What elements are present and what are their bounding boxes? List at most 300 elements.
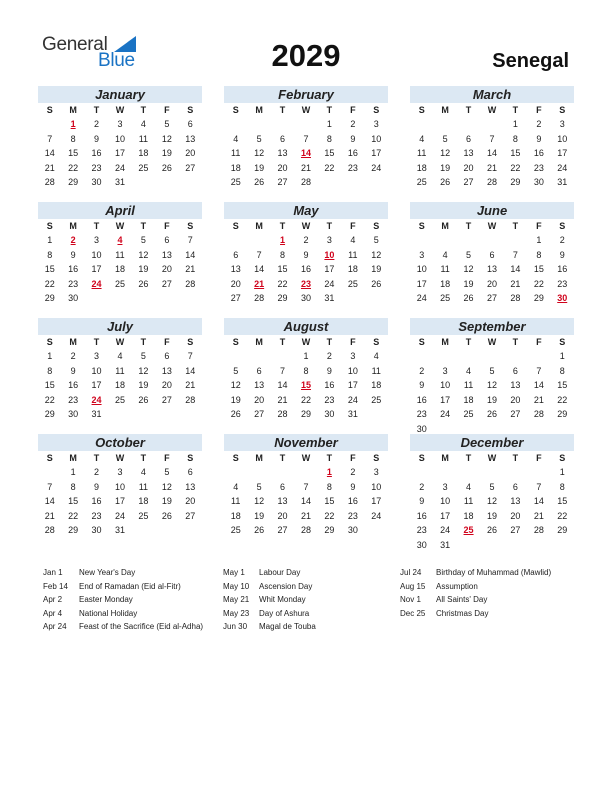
day: 5 xyxy=(256,481,262,492)
day: 20 xyxy=(510,510,521,521)
weekday-label: S xyxy=(187,105,194,115)
day: 6 xyxy=(164,351,170,361)
day: 12 xyxy=(138,249,149,260)
month-name: October xyxy=(38,434,202,451)
day: 7 xyxy=(187,235,193,245)
day: 21 xyxy=(44,162,55,173)
day: 18 xyxy=(440,278,451,289)
day: 30 xyxy=(300,293,311,303)
weekday-label: M xyxy=(441,337,449,347)
day: 15 xyxy=(324,148,335,158)
day: 2 xyxy=(559,235,565,245)
day: 22 xyxy=(324,162,335,173)
day: 14 xyxy=(254,264,265,274)
day: 13 xyxy=(277,148,288,158)
weekday-label: T xyxy=(279,453,286,463)
weekday-label: S xyxy=(46,453,53,463)
holiday-item xyxy=(223,620,316,634)
day: 14 xyxy=(185,365,196,376)
day: 24 xyxy=(557,162,568,173)
day: 22 xyxy=(44,278,55,289)
weekday-label: F xyxy=(164,105,170,115)
day: 31 xyxy=(440,539,451,550)
day: 6 xyxy=(256,365,262,376)
weekday-label: S xyxy=(46,337,53,347)
day: 27 xyxy=(230,293,241,303)
day: 9 xyxy=(350,481,356,492)
day: 28 xyxy=(185,278,196,289)
weekday-label: S xyxy=(418,221,425,231)
day: 17 xyxy=(114,496,125,506)
month-name: May xyxy=(224,202,388,219)
day: 28 xyxy=(486,177,497,187)
empty-cell xyxy=(247,233,270,248)
weekday-header xyxy=(38,219,202,233)
day: 26 xyxy=(230,409,241,419)
day: 20 xyxy=(230,278,241,289)
day: 29 xyxy=(68,177,79,187)
day: 16 xyxy=(347,148,358,158)
day: 27 xyxy=(510,409,521,419)
weekday-label: T xyxy=(512,453,519,463)
day: 8 xyxy=(280,249,286,260)
holiday-column xyxy=(400,566,551,620)
day: 15 xyxy=(44,380,55,390)
day: 23 xyxy=(324,394,335,405)
weekday-label: S xyxy=(418,105,425,115)
month-name: December xyxy=(410,434,574,451)
empty-cell xyxy=(410,465,433,480)
day: 5 xyxy=(164,467,170,477)
day: 3 xyxy=(442,365,448,376)
day: 23 xyxy=(557,278,568,289)
day: 19 xyxy=(486,394,497,405)
year-title: 2029 xyxy=(271,38,341,73)
day: 23 xyxy=(91,510,102,521)
day: 7 xyxy=(187,351,193,361)
day: 13 xyxy=(510,380,521,390)
day: 5 xyxy=(466,249,472,260)
day: 26 xyxy=(161,162,172,173)
holiday-day: 30 xyxy=(557,293,568,303)
day: 8 xyxy=(47,365,53,376)
day: 11 xyxy=(348,249,358,260)
day: 8 xyxy=(70,481,76,492)
weekday-label: W xyxy=(115,105,125,115)
day: 27 xyxy=(161,394,172,405)
day: 24 xyxy=(416,293,427,303)
day: 10 xyxy=(557,133,568,144)
month-name: March xyxy=(410,86,574,103)
holiday-name: Feast of the Sacrifice (Eid al-Adha) xyxy=(79,622,204,632)
day: 18 xyxy=(230,510,241,521)
day: 29 xyxy=(68,525,79,535)
weekday-header xyxy=(38,103,202,117)
day: 12 xyxy=(254,496,265,506)
day: 17 xyxy=(91,264,102,274)
day: 25 xyxy=(114,394,125,405)
day: 11 xyxy=(138,133,149,144)
holiday-day: 21 xyxy=(254,278,265,289)
weekday-header xyxy=(38,335,202,349)
day: 8 xyxy=(559,365,565,376)
weekday-label: T xyxy=(140,453,147,463)
day: 9 xyxy=(303,249,309,260)
day: 10 xyxy=(416,264,427,274)
day: 26 xyxy=(440,177,451,187)
day: 16 xyxy=(347,496,358,506)
day: 28 xyxy=(533,525,544,535)
month-name: June xyxy=(410,202,574,219)
day: 12 xyxy=(486,380,497,390)
day: 20 xyxy=(161,380,172,390)
day: 24 xyxy=(114,510,125,521)
day: 23 xyxy=(68,394,79,405)
day: 21 xyxy=(510,278,521,289)
day: 5 xyxy=(233,365,239,376)
day: 13 xyxy=(254,380,265,390)
weekday-label: S xyxy=(46,221,53,231)
day: 14 xyxy=(510,264,521,274)
day: 24 xyxy=(440,525,451,535)
day: 14 xyxy=(185,249,196,260)
day: 12 xyxy=(161,481,172,492)
day: 3 xyxy=(442,481,448,492)
weekday-label: F xyxy=(164,337,170,347)
day: 28 xyxy=(510,293,521,303)
day: 11 xyxy=(463,496,474,506)
day: 28 xyxy=(44,525,55,535)
day: 10 xyxy=(91,249,102,260)
day: 12 xyxy=(138,365,149,376)
weekday-label: T xyxy=(465,105,472,115)
day: 15 xyxy=(68,496,79,506)
day: 14 xyxy=(300,496,311,506)
weekday-label: T xyxy=(140,337,147,347)
day: 22 xyxy=(510,162,521,173)
weekday-label: T xyxy=(93,221,100,231)
day: 6 xyxy=(280,133,286,144)
day: 8 xyxy=(70,133,76,144)
day: 11 xyxy=(371,365,381,376)
empty-cell xyxy=(410,349,433,364)
holiday-date: May 1 xyxy=(223,568,245,577)
day: 17 xyxy=(347,380,358,390)
day: 10 xyxy=(371,481,382,492)
day: 30 xyxy=(533,177,544,187)
day: 15 xyxy=(533,264,544,274)
day: 22 xyxy=(68,510,79,521)
day: 9 xyxy=(326,365,332,376)
day: 13 xyxy=(161,249,172,260)
weekday-label: M xyxy=(255,337,263,347)
day: 21 xyxy=(300,510,311,521)
day: 25 xyxy=(347,278,358,289)
empty-cell xyxy=(433,349,456,364)
day: 21 xyxy=(300,162,311,173)
day: 28 xyxy=(44,177,55,187)
weekday-label: F xyxy=(350,337,356,347)
month-name: November xyxy=(224,434,388,451)
day: 11 xyxy=(231,148,241,158)
day: 4 xyxy=(442,249,448,260)
holiday-day: 1 xyxy=(326,467,332,477)
weekday-header xyxy=(224,219,388,233)
holiday-name: National Holiday xyxy=(79,608,138,618)
day: 10 xyxy=(114,133,125,144)
day: 14 xyxy=(277,380,288,390)
day-grid xyxy=(410,465,574,552)
day: 6 xyxy=(512,481,518,492)
weekday-label: T xyxy=(140,221,147,231)
weekday-label: T xyxy=(326,105,333,115)
month-november xyxy=(224,434,388,538)
month-name: September xyxy=(410,318,574,335)
day: 2 xyxy=(419,481,425,492)
day: 15 xyxy=(557,380,568,390)
holiday-day: 1 xyxy=(280,235,286,245)
day: 23 xyxy=(416,409,427,419)
day: 20 xyxy=(185,148,196,158)
day: 5 xyxy=(164,119,170,129)
day: 6 xyxy=(512,365,518,376)
holiday-name: Assumption xyxy=(436,581,478,591)
day: 31 xyxy=(347,409,358,419)
month-october xyxy=(38,434,202,538)
weekday-header xyxy=(410,451,574,465)
day: 25 xyxy=(138,162,149,173)
holiday-item xyxy=(43,566,203,580)
weekday-label: W xyxy=(301,221,311,231)
empty-cell xyxy=(480,465,503,480)
day: 20 xyxy=(254,394,265,405)
day: 10 xyxy=(371,133,382,144)
holiday-name: Easter Monday xyxy=(79,595,133,605)
day: 16 xyxy=(68,380,79,390)
empty-cell xyxy=(224,465,247,480)
day: 17 xyxy=(416,278,427,289)
day: 18 xyxy=(347,264,358,274)
day: 3 xyxy=(94,235,100,245)
day: 22 xyxy=(277,278,288,289)
day: 2 xyxy=(303,235,309,245)
day: 15 xyxy=(68,148,79,158)
day: 22 xyxy=(557,394,568,405)
day: 10 xyxy=(440,496,451,506)
weekday-label: M xyxy=(441,453,449,463)
day: 16 xyxy=(324,380,335,390)
day-grid xyxy=(224,233,388,306)
day: 24 xyxy=(114,162,125,173)
day: 22 xyxy=(44,394,55,405)
day: 17 xyxy=(324,264,335,274)
day: 29 xyxy=(557,409,568,419)
day: 29 xyxy=(510,177,521,187)
empty-cell xyxy=(410,233,433,248)
day: 19 xyxy=(254,510,265,521)
day-grid xyxy=(410,117,574,190)
day: 1 xyxy=(559,351,565,361)
empty-cell xyxy=(433,465,456,480)
day: 9 xyxy=(94,133,100,144)
day: 2 xyxy=(70,351,76,361)
day: 20 xyxy=(510,394,521,405)
day: 13 xyxy=(463,148,474,158)
day: 4 xyxy=(466,481,472,492)
day: 5 xyxy=(140,351,146,361)
weekday-label: F xyxy=(536,105,542,115)
holiday-item xyxy=(400,607,551,621)
holiday-column xyxy=(43,566,203,634)
day: 31 xyxy=(91,409,102,419)
day: 18 xyxy=(114,264,125,274)
weekday-label: M xyxy=(441,221,449,231)
weekday-label: F xyxy=(536,453,542,463)
holiday-day: 10 xyxy=(324,249,335,260)
day: 16 xyxy=(557,264,568,274)
empty-cell xyxy=(527,465,550,480)
weekday-label: T xyxy=(326,337,333,347)
day: 21 xyxy=(185,380,196,390)
weekday-label: M xyxy=(69,453,77,463)
holiday-item xyxy=(43,580,203,594)
day: 20 xyxy=(161,264,172,274)
day: 4 xyxy=(140,467,146,477)
weekday-label: S xyxy=(187,453,194,463)
holiday-date: Jan 1 xyxy=(43,568,63,577)
empty-cell xyxy=(38,117,61,132)
weekday-header xyxy=(410,219,574,233)
weekday-label: T xyxy=(326,221,333,231)
holiday-date: Jul 24 xyxy=(400,568,422,577)
weekday-label: T xyxy=(326,453,333,463)
day: 21 xyxy=(44,510,55,521)
day: 26 xyxy=(486,525,497,535)
weekday-label: S xyxy=(559,221,566,231)
day: 13 xyxy=(230,264,241,274)
day: 18 xyxy=(463,394,474,405)
day: 11 xyxy=(417,148,427,158)
month-june xyxy=(410,202,574,306)
holiday-item xyxy=(223,566,316,580)
holiday-name: Day of Ashura xyxy=(259,608,310,618)
day: 8 xyxy=(326,481,332,492)
month-name: August xyxy=(224,318,388,335)
holiday-name: Christmas Day xyxy=(436,608,489,618)
day: 30 xyxy=(416,423,427,434)
day: 3 xyxy=(373,467,379,477)
day-grid xyxy=(224,465,388,538)
weekday-label: T xyxy=(512,337,519,347)
month-march xyxy=(410,86,574,190)
holiday-date: Apr 24 xyxy=(43,622,67,632)
day: 21 xyxy=(533,394,544,405)
day: 16 xyxy=(416,394,427,405)
day: 19 xyxy=(486,510,497,521)
day: 7 xyxy=(303,481,309,492)
day: 5 xyxy=(256,133,262,144)
day: 8 xyxy=(47,249,53,260)
day: 30 xyxy=(68,293,79,303)
weekday-label: W xyxy=(115,337,125,347)
day: 29 xyxy=(324,525,335,535)
weekday-label: S xyxy=(232,221,239,231)
empty-cell xyxy=(527,349,550,364)
weekday-label: T xyxy=(465,337,472,347)
day: 2 xyxy=(350,119,356,129)
month-name: July xyxy=(38,318,202,335)
day: 17 xyxy=(114,148,125,158)
day: 9 xyxy=(70,365,76,376)
holiday-date: Jun 30 xyxy=(223,622,248,632)
empty-cell xyxy=(294,465,317,480)
day: 17 xyxy=(371,148,382,158)
day: 20 xyxy=(277,162,288,173)
month-july xyxy=(38,318,202,422)
day: 14 xyxy=(533,380,544,390)
day: 27 xyxy=(185,510,196,521)
day: 11 xyxy=(463,380,474,390)
holiday-day: 23 xyxy=(300,278,311,289)
holiday-date: May 10 xyxy=(223,581,250,591)
day: 23 xyxy=(91,162,102,173)
day: 30 xyxy=(347,525,358,535)
day: 11 xyxy=(440,264,450,274)
empty-cell xyxy=(457,117,480,132)
day: 4 xyxy=(140,119,146,129)
day: 3 xyxy=(117,467,123,477)
day: 8 xyxy=(559,481,565,492)
day: 25 xyxy=(416,177,427,187)
day: 26 xyxy=(161,510,172,521)
day: 5 xyxy=(373,235,379,245)
day: 3 xyxy=(419,249,425,260)
day: 6 xyxy=(164,235,170,245)
day: 25 xyxy=(440,293,451,303)
day: 27 xyxy=(510,525,521,535)
day: 28 xyxy=(185,394,196,405)
empty-cell xyxy=(410,117,433,132)
day: 2 xyxy=(94,467,100,477)
day: 27 xyxy=(185,162,196,173)
day: 27 xyxy=(254,409,265,419)
day: 4 xyxy=(350,235,356,245)
day: 14 xyxy=(44,148,55,158)
day: 2 xyxy=(326,351,332,361)
day: 16 xyxy=(533,148,544,158)
holiday-date: Apr 4 xyxy=(43,608,63,618)
day: 21 xyxy=(533,510,544,521)
weekday-label: T xyxy=(512,221,519,231)
day: 27 xyxy=(161,278,172,289)
holiday-name: Labour Day xyxy=(259,568,301,577)
day: 11 xyxy=(115,365,125,376)
day: 16 xyxy=(91,496,102,506)
weekday-label: F xyxy=(350,105,356,115)
day: 13 xyxy=(486,264,497,274)
holiday-item xyxy=(223,607,316,621)
holiday-item xyxy=(223,580,316,594)
day: 24 xyxy=(371,510,382,521)
day: 10 xyxy=(347,365,358,376)
weekday-label: F xyxy=(536,221,542,231)
day: 23 xyxy=(416,525,427,535)
weekday-label: M xyxy=(69,105,77,115)
day: 29 xyxy=(533,293,544,303)
month-name: April xyxy=(38,202,202,219)
weekday-label: T xyxy=(93,453,100,463)
day: 7 xyxy=(536,365,542,376)
